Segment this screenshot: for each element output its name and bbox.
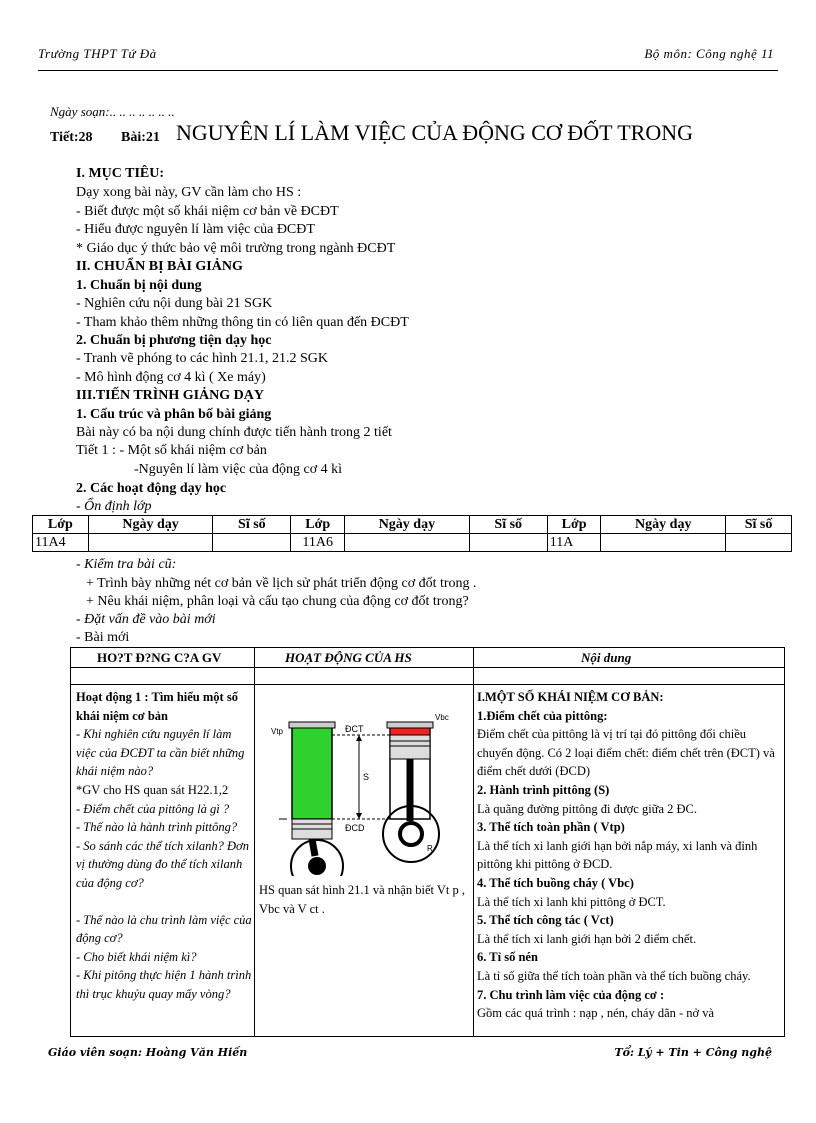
engine-diagram <box>259 706 469 876</box>
content-text: Là tỉ số giữa thể tích toàn phần và thể tích buồng cháy. <box>477 968 751 983</box>
content-text: Gồm các quá trình : nạp , nén, cháy dãn - nở và <box>477 1006 715 1021</box>
table-header-row <box>33 516 792 534</box>
body-line: - Ổn định lớp <box>76 499 152 514</box>
header-divider <box>38 70 778 71</box>
lesson-period: Tiết:28 <box>50 130 93 145</box>
new-lesson: - Bài mới <box>76 630 130 645</box>
label-r: R <box>427 844 433 853</box>
teacher-line: - Thế nào là chu trình làm việc của động cơ? <box>76 912 252 946</box>
page-title: NGUYÊN LÍ LÀM VIỆC CỦA ĐỘNG CƠ ĐỐT TRONG <box>176 120 693 145</box>
activity-table <box>70 647 785 1037</box>
body-line: - Mô hình động cơ 4 kì ( Xe máy) <box>76 370 266 385</box>
table-header: Ngày dạy <box>345 516 470 534</box>
content-text: Là quãng đường pittông đi được giữa 2 ĐC. <box>477 801 697 816</box>
body-line: Dạy xong bài này, GV cần làm cho HS : <box>76 185 302 200</box>
body-line: - Nghiên cứu nội dung bài 21 SGK <box>76 296 273 311</box>
label-s: S <box>363 772 370 782</box>
body-line: Bài này có ba nội dung chính được tiến hành trong 2 tiết <box>76 425 392 440</box>
table-header: Sĩ số <box>726 516 792 534</box>
table-cell <box>726 534 792 552</box>
teacher-line: *GV cho HS quan sát H22.1,2 <box>76 782 229 797</box>
content-item-title: 5. Thể tích công tác ( Vct) <box>477 913 614 928</box>
teacher-line: - Cho biết khái niệm kì? <box>76 949 197 964</box>
label-vtp: Vtp <box>271 727 284 736</box>
section-objectives: I. MỤC TIÊU: <box>76 166 165 181</box>
subsection-heading: 1. Chuẩn bị nội dung <box>76 278 202 293</box>
body-line: Tiết 1 : - Một số khái niệm cơ bản <box>76 443 267 458</box>
date-label: Ngày soạn:.. .. .. .. .. .. .. <box>50 104 175 119</box>
body-line: - Biết được một số khái niệm cơ bản về ĐCĐT <box>76 204 339 219</box>
school-name: Trường THPT Tứ Đà <box>38 46 157 61</box>
table-header: Ngày dạy <box>88 516 213 534</box>
body-line: - Hiểu được nguyên lí làm việc của ĐCĐT <box>76 222 315 237</box>
subsection-heading: 2. Chuẩn bị phương tiện dạy học <box>76 333 272 348</box>
footer-group: Tổ: Lý + Tin + Công nghệ <box>614 1046 772 1059</box>
table-header: Lớp <box>33 516 89 534</box>
table-cell <box>601 534 726 552</box>
content-item-title: 6. Tỉ số nén <box>477 950 538 965</box>
content-text: Là thể tích xi lanh giới hạn bởi nắp máy, xi lanh và đỉnh pittông khi pittông ở ĐCD. <box>477 838 758 872</box>
lesson-number: Bài:21 <box>121 130 160 145</box>
table-header: Sĩ số <box>213 516 291 534</box>
teacher-line: - Khi nghiên cứu nguyên lí làm việc của ĐCĐT ta cần biết những khái niệm nào? <box>76 727 245 779</box>
content-item-title: 3. Thể tích toàn phần ( Vtp) <box>477 820 625 835</box>
content-text: Điểm chết của pittông là vị trí tại đó pittông đổi chiều chuyển động. Có 2 loại điểm chết: điểm chết trên (ĐCT) và điểm chết dưới (ĐCD) <box>477 727 775 779</box>
label-dct: ĐCT <box>345 724 364 734</box>
table-cell: 11A <box>547 534 601 552</box>
body-line: - Tham khảo thêm những thông tin có liên quan đến ĐCĐT <box>76 315 409 330</box>
footer-teacher: Giáo viên soạn: Hoàng Văn Hiến <box>48 1046 248 1059</box>
label-vbc: Vbc <box>435 713 449 722</box>
content-column <box>477 688 779 1023</box>
lesson-intro: - Đặt vấn đề vào bài mới <box>76 612 216 627</box>
content-text: Là thể tích xi lanh giới hạn bởi 2 điểm chết. <box>477 931 697 946</box>
table-header: Lớp <box>547 516 601 534</box>
section-preparation: II. CHUẨN BỊ BÀI GIẢNG <box>76 259 243 274</box>
department: Bộ môn: Công nghệ 11 <box>644 46 774 61</box>
subsection-heading: 1. Cấu trúc và phân bố bài giảng <box>76 407 272 422</box>
body-line: * Giáo dục ý thức bảo vệ môi trường trong ngành ĐCĐT <box>76 241 396 256</box>
spacer <box>76 893 252 911</box>
teacher-line: - So sánh các thể tích xilanh? Đơn vị thường dùng đo thể tích xilanh của động cơ? <box>76 838 249 890</box>
table-header: Sĩ số <box>469 516 547 534</box>
label-dcd: ĐCD <box>345 823 365 833</box>
body-line: - Tranh vẽ phóng to các hình 21.1, 21.2 SGK <box>76 351 328 366</box>
table-row <box>33 534 792 552</box>
header-content: Nội dung <box>581 650 632 665</box>
content-item-title: 2. Hành trình pittông (S) <box>477 782 610 797</box>
content-heading: I.MỘT SỐ KHÁI NIỆM CƠ BẢN: <box>477 690 664 704</box>
table-cell <box>345 534 470 552</box>
content-item-title: 7. Chu trình làm việc của động cơ : <box>477 987 665 1002</box>
student-text: HS quan sát hình 21.1 và nhận biết Vt p , Vbc và V ct . <box>259 883 465 916</box>
header-student: HOẠT ĐỘNG CỦA HS <box>285 650 412 665</box>
teacher-line: - Thế nào là hành trình pittông? <box>76 820 238 835</box>
table-header: Lớp <box>291 516 345 534</box>
section-process: III.TIẾN TRÌNH GIẢNG DẠY <box>76 388 265 403</box>
table-cell <box>88 534 213 552</box>
activity-title: Hoạt động 1 : Tìm hiểu một số khái niệm cơ bản <box>76 690 238 723</box>
review-question: + Nêu khái niệm, phân loại và cấu tạo chung của động cơ đốt trong? <box>86 594 469 609</box>
piston-right <box>390 735 430 759</box>
teacher-line: - Điểm chết của pittông là gì ? <box>76 801 230 816</box>
review-question: + Trình bày những nét cơ bản về lịch sử phát triển động cơ đốt trong . <box>86 576 477 591</box>
teacher-line: - Khi pitông thực hiện 1 hành trình thì trục khuỷu quay mấy vòng? <box>76 968 252 1001</box>
header-teacher: HO?T Đ?NG C?A GV <box>97 650 222 665</box>
table-cell: 11A6 <box>291 534 345 552</box>
content-item-title: 1.Điểm chết của pittông: <box>477 708 608 723</box>
content-text: Là thể tích xi lanh khi pittông ở ĐCT. <box>477 894 666 909</box>
teacher-column <box>76 688 252 1004</box>
review-heading: - Kiểm tra bài cũ: <box>76 557 177 572</box>
cylinder-left <box>292 726 332 819</box>
table-header: Ngày dạy <box>601 516 726 534</box>
table-cell <box>213 534 291 552</box>
table-cell <box>469 534 547 552</box>
class-table <box>32 515 792 552</box>
content-item-title: 4. Thể tích buồng cháy ( Vbc) <box>477 875 634 890</box>
body-line: -Nguyên lí làm việc của động cơ 4 kì <box>134 462 343 477</box>
subsection-heading: 2. Các hoạt động dạy học <box>76 481 227 496</box>
table-cell: 11A4 <box>33 534 89 552</box>
